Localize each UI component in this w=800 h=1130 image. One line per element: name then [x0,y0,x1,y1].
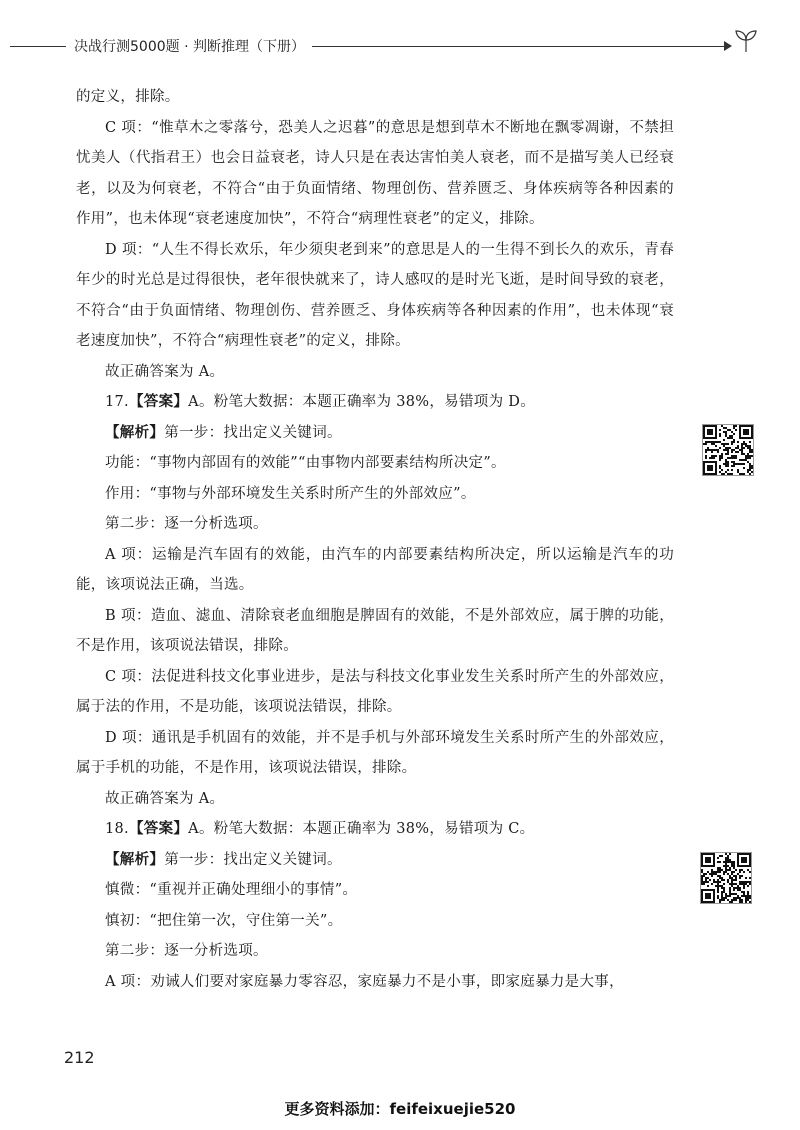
paragraph [76,784,674,815]
paragraph-text: A 项：劝诫人们要对家庭暴力零容忍，家庭暴力不是小事，即家庭暴力是大事， [105,973,624,990]
paragraph [76,845,674,876]
section-label: 【解析】 [105,850,165,868]
paragraph [76,357,674,388]
paragraph [76,814,674,845]
paragraph-text: A。粉笔大数据：本题正确率为 38%，易错项为 C。 [188,821,535,837]
paragraph-text: A 项：运输是汽车固有的效能，由汽车的内部要素结构所决定，所以运输是汽车的功能，该项说法正确，当选。 [76,546,674,593]
qr-code-question-18[interactable] [700,852,752,904]
paragraph-text: 第一步：找出定义关键词。 [164,424,342,441]
paragraph [76,936,674,967]
paragraph-text: A。粉笔大数据：本题正确率为 38%，易错项为 D。 [188,394,536,410]
paragraph-text: 故正确答案为 A。 [105,363,225,380]
page-header [0,28,800,68]
section-label: 【答案】 [128,393,189,410]
paragraph-text: C 项：“惟草木之零落兮，恐美人之迟暮”的意思是想到草木不断地在飘零凋谢，不禁担忧美人（代指君王）也会日益衰老，诗人只是在表达害怕美人衰老，而不是描写美人已经衰老，以及为何衰老，不符合“由于负面情绪、物理创伤、营养匮乏、身体疾病等各种因素的作用”，也未体现“衰老速度加快”，不符合“病理性衰老”的定义，排除。 [76,119,674,227]
qr-code-icon [703,425,753,475]
paragraph [76,235,674,357]
paragraph-text: 第二步：逐一分析选项。 [105,943,268,959]
paragraph [76,540,674,601]
paragraph-text: 功能：“事物内部固有的效能”“由事物内部要素结构所决定”。 [105,455,506,471]
paragraph-text: 慎初：“把住第一次，守住第一关”。 [105,912,343,929]
header-rule-right [312,46,730,47]
paragraph-text: D 项：“人生不得长欢乐，年少须臾老到来”的意思是人的一生得不到长久的欢乐，青春年少的时光总是过得很快，老年很快就来了，诗人感叹的是时光飞逝，是时间导致的衰老，不符合“由于负面情绪、物理创伤、营养匮乏、身体疾病等各种因素的作用”，也未体现“衰老速度加快”，不符合“病理性衰老”的定义，排除。 [76,241,674,349]
header-rule-left [10,46,66,47]
section-label: 【解析】 [105,423,165,441]
paragraph-text: 18. [105,821,129,837]
paragraph [76,82,674,113]
paragraph-text: 的定义，排除。 [76,89,180,105]
paragraph [76,113,674,235]
paragraph [76,387,674,418]
paragraph [76,875,674,906]
paragraph-text: 作用：“事物与外部环境发生关系时所产生的外部效应”。 [105,485,476,502]
leaf-icon [732,28,760,54]
paragraph [76,601,674,662]
paragraph-text: 第一步：找出定义关键词。 [164,851,342,868]
section-label: 【答案】 [128,820,189,837]
running-title: 决战行测5000题 · 判断推理（下册） [74,39,305,55]
qr-code-question-17[interactable] [702,424,754,476]
page-number: 212 [64,1048,95,1067]
qr-code-icon [701,853,751,903]
paragraph [76,418,674,449]
paragraph-text: 故正确答案为 A。 [105,790,225,807]
paragraph-text: B 项：造血、滤血、清除衰老血细胞是脾固有的效能，不是外部效应，属于脾的功能，不是作用，该项说法错误，排除。 [76,607,674,654]
paragraph [76,509,674,540]
paragraph-text: 慎微：“重视并正确处理细小的事情”。 [105,882,358,898]
paragraph-text: D 项：通讯是手机固有的效能，并不是手机与外部环境发生关系时所产生的外部效应，属于手机的功能，不是作用，该项说法错误，排除。 [76,729,674,776]
paragraph [76,448,674,479]
paragraph-text: C 项：法促进科技文化事业进步，是法与科技文化事业发生关系时所产生的外部效应，属于法的作用，不是功能，该项说法错误，排除。 [76,668,674,715]
answer-explanation-body [76,82,674,997]
paragraph [76,906,674,937]
paragraph-text: 17. [105,394,129,410]
paragraph [76,967,674,998]
paragraph-text: 第二步：逐一分析选项。 [105,516,268,532]
paragraph [76,723,674,784]
header-arrow-icon [724,41,732,51]
paragraph [76,662,674,723]
footer-contact-note: 更多资料添加：feifeixuejie520 [284,1100,516,1118]
paragraph [76,479,674,510]
